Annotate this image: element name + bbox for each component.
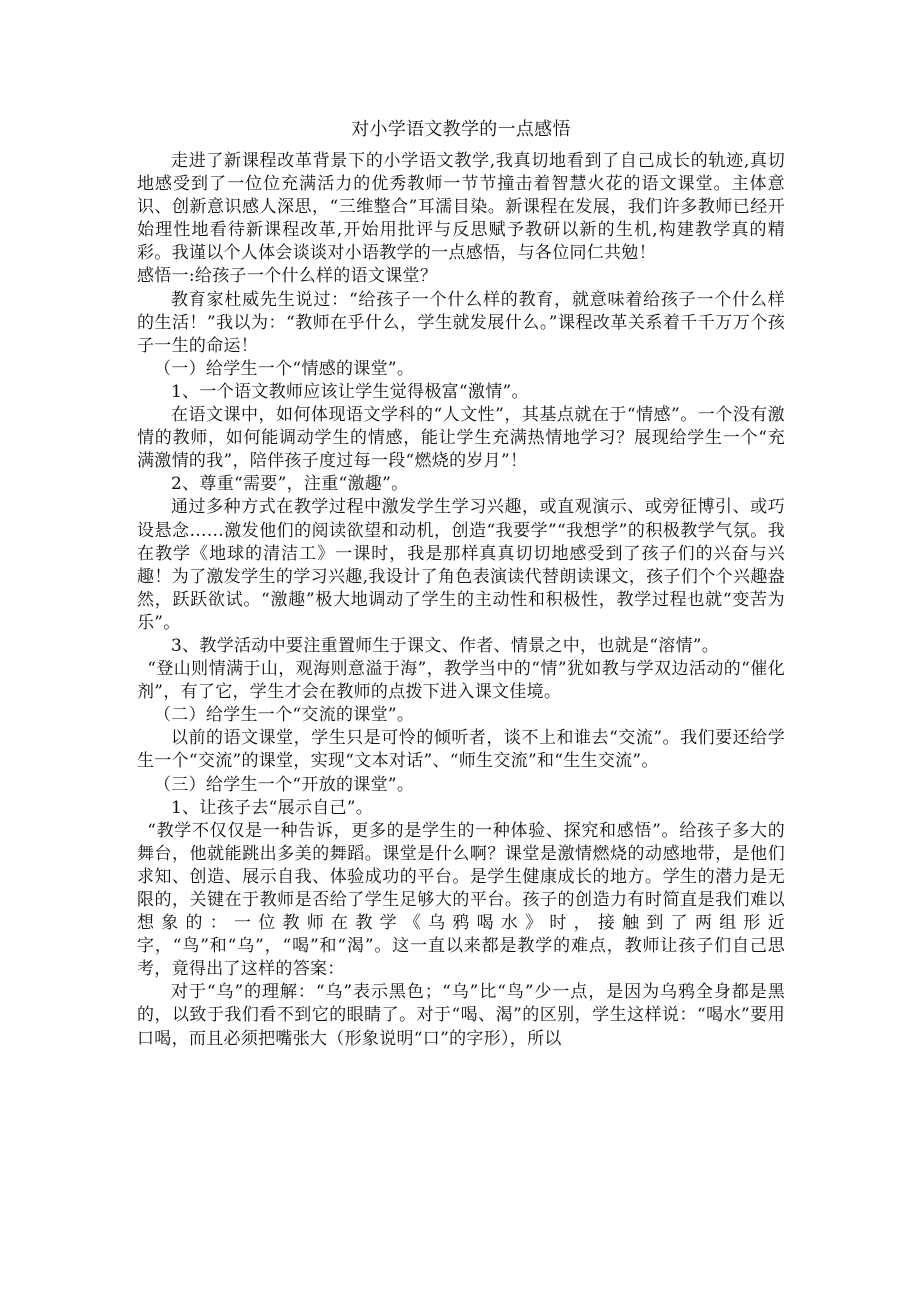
paragraph: “登山则情满于山，观海则意溢于海”，教学当中的“情”犹如教与学双边活动的“催化剂”，有了它，学生才会在教师的点拨下进入课文佳境。 <box>137 659 785 703</box>
document-title: 对小学语文教学的一点感悟 <box>351 119 571 140</box>
paragraph: 通过多种方式在教学过程中激发学生学习兴趣，或直观演示、或旁征博引、或巧设悬念……激发他们的阅读欲望和动机，创造“我要学”“我想学”的积极教学气氛。我在教学《地球的清洁工》一课时，我是那样真真切切地感受到了孩子们的兴奋与兴趣！为了激发学生的学习兴趣,我设计了角色表演读代替朗读课文，孩子们个个兴趣盎然，跃跃欲试。“激趣”极大地调动了学生的主动性和积极性，教学过程也就“变苦为乐”。 <box>137 497 785 633</box>
section-heading: （一）给学生一个“情感的课堂”。 <box>154 358 415 379</box>
paragraph: 对于“乌”的理解：“乌”表示黑色；“乌”比“鸟”少一点，是因为乌鸦全身都是黑的，以致于我们看不到它的眼睛了。对于“喝、渴”的区别，学生这样说：“喝水”要用口喝，而且必须把嘴张大（形象说明“口”的字形），所以 <box>137 982 785 1049</box>
document-body <box>137 150 785 1051</box>
paragraph: 走进了新课程改革背景下的小学语文教学,我真切地看到了自己成长的轨迹,真切地感受到了一位位充满活力的优秀教师一节节撞击着智慧火花的语文课堂。主体意识、创新意识感人深思，“三维整合”耳濡目染。新课程在发展，我们许多教师已经开始理性地看待新课程改革,开始用批评与反思赋予教研以新的生机,构建教学真的精彩。我谨以个人体会谈谈对小语教学的一点感悟，与各位同仁共勉！ <box>137 151 785 264</box>
paragraph: “教学不仅仅是一种告诉，更多的是学生的一种体验、探究和感悟”。给孩子多大的舞台，他就能跳出多美的舞蹈。课堂是什么啊？课堂是激情燃烧的动感地带，是他们求知、创造、展示自我、体验成功的平台。是学生健康成长的地方。学生的潜力是无限的，关键在于教师是否给了学生足够大的平台。孩子的创造力有时简直是我们难以想象的：一位教师在教学《乌鸦喝水》时，接触到了两组形近字，“鸟”和“乌”，“喝”和“渴”。这一直以来都是教学的难点，教师让孩子们自己思考，竟得出了这样的答案： <box>137 820 785 980</box>
section-heading: 感悟一:给孩子一个什么样的语文课堂？ <box>137 266 438 287</box>
paragraph: 在语文课中，如何体现语文学科的“人文性”，其基点就在于“情感”。一个没有激情的教师，如何能调动学生的情感，能让学生充满热情地学习？展现给学生一个“充满激情的我”，陪伴孩子度过每一段“燃烧的岁月”！ <box>137 405 785 472</box>
section-heading: （三）给学生一个“开放的课堂”。 <box>154 774 415 795</box>
paragraph: 以前的语文课堂，学生只是可怜的倾听者，谈不上和谁去“交流”。我们要还给学生一个“交流”的课堂，实现“文本对话”、“师生交流”和“生生交流”。 <box>137 728 785 772</box>
paragraph: 1、一个语文教师应该让学生觉得极富“激情”。 <box>171 381 529 402</box>
paragraph: 2、尊重“需要”，注重“激趣”。 <box>171 474 409 495</box>
document-page <box>137 118 785 1051</box>
paragraph: 1、让孩子去“展示自己”。 <box>171 797 374 818</box>
paragraph: 3、教学活动中要注重置师生于课文、作者、情景之中，也就是“溶情”。 <box>171 635 720 656</box>
paragraph: 教育家杜威先生说过：“给孩子一个什么样的教育，就意味着给孩子一个什么样的生活！”我以为：“教师在乎什么，学生就发展什么。”课程改革关系着千千万万个孩子一生的命运！ <box>137 289 785 356</box>
section-heading: （二）给学生一个“交流的课堂”。 <box>154 705 415 726</box>
